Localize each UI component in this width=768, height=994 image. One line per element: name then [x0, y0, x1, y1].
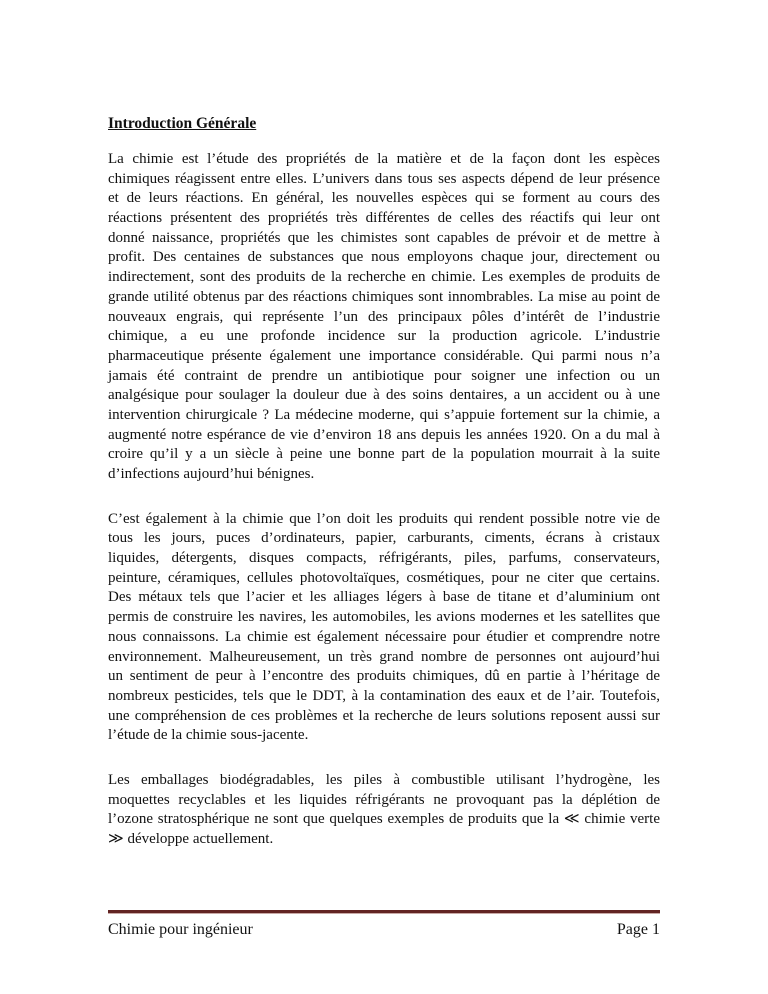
section-title: Introduction Générale: [108, 115, 257, 132]
text-line: permis de construire les navires, les automobiles, les avions modernes et les satellites que: [108, 609, 660, 626]
text-line: croire qu’il y a un siècle à peine une bonne part de la population mourrait à la suite: [108, 446, 660, 463]
page-number: Page 1: [616, 921, 660, 938]
text-line: analgésique pour soulager la douleur due à des soins dentaires, a un accident ou à une: [108, 387, 660, 404]
text-line: nouveaux engrais, qui représente l’un des principaux pôles d’intérêt de l’industrie: [108, 308, 660, 325]
text-line: environnement. Malheureusement, un très grand nombre de personnes ont aujourd’hui: [108, 648, 660, 665]
text-line: ≫ développe actuellement.: [108, 831, 274, 847]
text-line: liquides, détergents, disques compacts, réfrigérants, piles, parfums, conservateurs,: [108, 550, 660, 567]
text-line: jamais été contraint de prendre un antibiotique pour soigner une infection ou un: [108, 367, 660, 384]
text-line: l’ozone stratosphérique ne sont que quelques exemples de produits que la ≪ chimie verte: [108, 811, 660, 828]
text-line: et de leurs réactions. En général, les nouvelles espèces qui se forment au cours des: [108, 190, 660, 207]
text-line: moquettes recyclables et les liquides réfrigérants ne provoquant pas la déplétion de: [108, 791, 660, 808]
text-line: d’infections aujourd’hui bénignes.: [108, 466, 315, 482]
text-line: l’étude de la chimie sous-jacente.: [108, 727, 309, 744]
text-line: Des métaux tels que l’acier et les alliages légers à base de titane et d’aluminium ont: [108, 589, 660, 606]
text-line: nombreux pesticides, tels que le DDT, à la contamination des eaux et de l’air. Toutefois,: [108, 687, 660, 704]
text-line: indirectement, sont des produits de la recherche en chimie. Les exemples de produits de: [108, 269, 660, 286]
text-line: tous les jours, puces d’ordinateurs, papier, carburants, ciments, écrans à cristaux: [108, 530, 660, 547]
paragraph: [108, 150, 660, 485]
text-line: réactions présentent des propriétés très différentes de celles des réactifs qui leur ont: [108, 210, 660, 227]
paragraph: [108, 510, 660, 746]
text-line: La chimie est l’étude des propriétés de la matière et de la façon dont les espèces: [108, 151, 660, 167]
text-line: nous connaissons. La chimie est également nécessaire pour étudier et comprendre notre: [108, 628, 660, 645]
footer-rule: [108, 910, 660, 914]
text-line: Les emballages biodégradables, les piles à combustible utilisant l’hydrogène, les: [108, 771, 660, 788]
text-line: un sentiment de peur à l’encontre des produits chimiques, dû en partie à l’héritage de: [108, 668, 660, 685]
text-line: chimique, a eu une profonde incidence sur la production agricole. L’industrie: [108, 328, 660, 345]
text-line: une compréhension de ces problèmes et la recherche de leurs solutions reposent aussi sur: [108, 707, 660, 724]
footer-title: Chimie pour ingénieur: [108, 921, 253, 938]
text-line: donné naissance, propriétés que les chimistes sont capables de prévoir et de mettre à: [108, 229, 660, 246]
text-line: augmenté notre espérance de vie d’environ 18 ans depuis les années 1920. On a du mal à: [108, 426, 660, 443]
text-line: grande utilité obtenus par des réactions chimiques sont innombrables. La mise au point de: [108, 288, 660, 305]
text-line: profit. Des centaines de substances que nous employons chaque jour, directement ou: [108, 249, 660, 266]
paragraph: [108, 771, 660, 850]
text-line: peinture, céramiques, cellules photovoltaïques, cosmétiques, pour ne citer que certains.: [108, 569, 660, 586]
text-line: pharmaceutique présente également une importance considérable. Qui parmi nous n’a: [108, 347, 660, 364]
text-line: chimiques réagissent entre elles. L’univers dans tous ses aspects dépend de leur présence: [108, 170, 660, 187]
text-line: intervention chirurgicale ? La médecine moderne, qui s’appuie fortement sur la chimie, a: [108, 406, 660, 423]
text-line: C’est également à la chimie que l’on doit les produits qui rendent possible notre vie de: [108, 510, 660, 527]
document-body: [108, 150, 660, 875]
